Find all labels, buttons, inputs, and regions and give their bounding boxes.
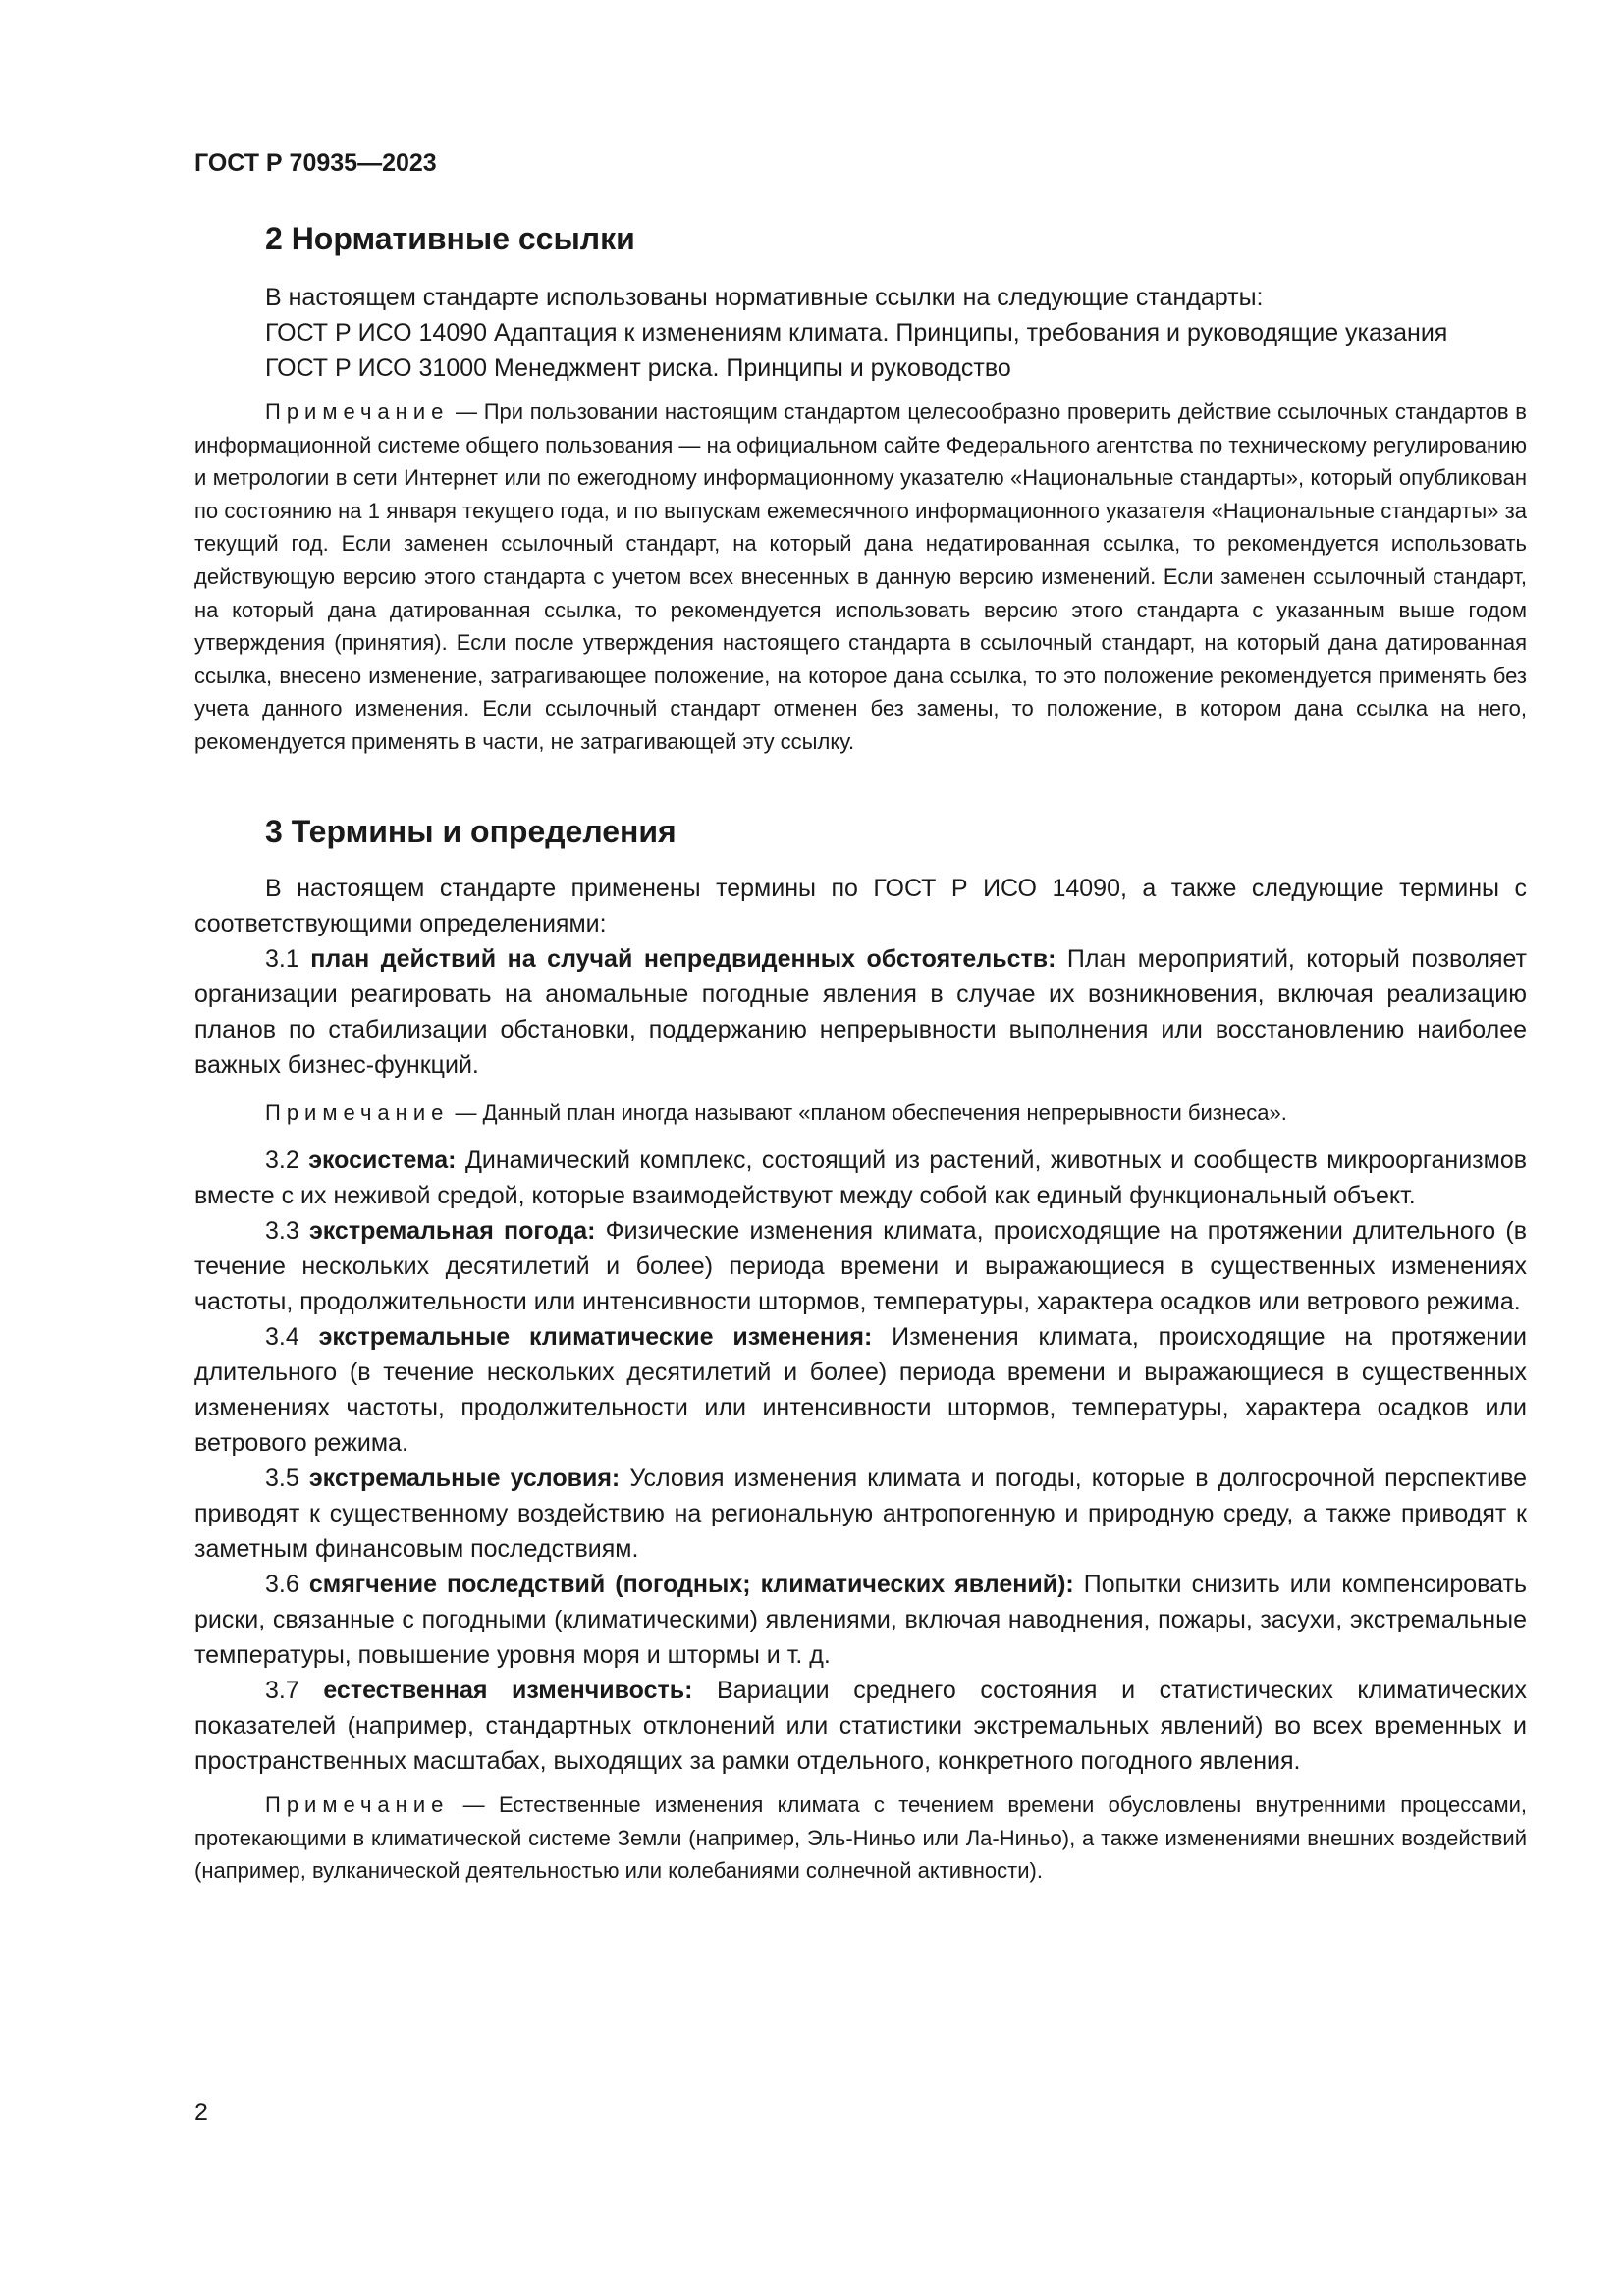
term-number: 3.3 [265, 1217, 309, 1246]
term-number: 3.6 [265, 1571, 309, 1599]
term-number: 3.4 [265, 1323, 319, 1352]
term-name: смягчение последствий (погодных; климатических явлений): [308, 1571, 1074, 1599]
term-entry-3-7 [194, 1673, 1527, 1779]
term-name: естественная изменчивость: [323, 1677, 693, 1705]
term-definition: Динамический комплекс, состоящий из растений, животных и сообществ микроорганизмов вместе с их неживой средой, которые взаимодействуют между собой как единый функциональный объект. [194, 1147, 1528, 1210]
term-number: 3.7 [265, 1677, 324, 1705]
section-2-title: 2 Нормативные ссылки [265, 221, 635, 256]
term-definition: Попытки снизить или компенсировать риски, связанные с погодными (климатическими) явлениями, включая наводнения, пожары, засухи, экстремальные температуры, повышение уровня моря и штормы и т. д. [194, 1571, 1528, 1670]
note-label: Примечание [265, 1099, 450, 1125]
term-name: план действий на случай непредвиденных обстоятельств: [310, 944, 1056, 973]
term-definition: Изменения климата, происходящие на протяжении длительного (в течение нескольких десятилетий и более) периода времени и выражающиеся в существенных изменениях частоты, продолжительности или интенсивности штормов, температуры, характера осадков или ветрового режима. [194, 1323, 1528, 1458]
note-text: — При пользовании настоящим стандартом целесообразно проверить действие ссылочных стандартов в информационной системе общего пользования — на официальном сайте Федерального агентства по техническому регулированию и метрологии в сети Интернет или по ежегодному информационному указателю «Национальные стандарты», который опубликован по состоянию на 1 января текущего года, и по выпускам ежемесячного информационного указателя «Национальные стандарты» за текущий год. Если заменен ссылочный стандарт, на который дана недатированная ссылка, то рекомендуется использовать действующую версию этого стандарта с учетом всех внесенных в данную версию изменений. Если заменен ссылочный стандарт, на который дана датированная ссылка, то рекомендуется использовать версию этого стандарта с указанным выше годом утверждения (принятия). Если после утверждения настоящего стандарта в ссылочный стандарт, на который дана датированная ссылка, внесено изменение, затрагивающее положение, на которое дана ссылка, то это положение рекомендуется применять без учета данного изменения. Если ссылочный стандарт отменен без замены, то положение, в котором дана ссылка на него, рекомендуется применять в части, не затрагивающей эту ссылку. [194, 400, 1527, 754]
term-definition: Вариации среднего состояния и статистических климатических показателей (например, стандартных отклонений или статистики экстремальных явлений) во всех временных и пространственных масштабах, выходящих за рамки отдельного, конкретного погодного явления. [194, 1677, 1527, 1776]
term-entry-3-5 [194, 1461, 1527, 1567]
term-entry-3-4 [194, 1319, 1527, 1461]
term-name: экстремальные климатические изменения: [318, 1323, 873, 1352]
term-entry-3-1 [194, 941, 1527, 1083]
term-name: экосистема: [308, 1147, 457, 1175]
section-3-intro: В настоящем стандарте применены термины по ГОСТ Р ИСО 14090, а также следующие термины с соответствующими определениями: [194, 874, 1527, 937]
page-content [194, 219, 1527, 1897]
note-text: — Данный план иногда называют «планом обеспечения непрерывности бизнеса». [449, 1099, 1287, 1125]
term-definition: Физические изменения климата, происходящие на протяжении длительного (в течение нескольких десятилетий и более) периода времени и выражающиеся в существенных изменениях частоты, продолжительности или интенсивности штормов, температуры, характера осадков или ветрового режима. [194, 1217, 1527, 1316]
term-number: 3.2 [265, 1147, 309, 1175]
term-definition: Условия изменения климата и погоды, которые в долгосрочной перспективе приводят к существенному воздействию на региональную антропогенную и природную среду, а также приводят к заметным финансовым последствиям. [194, 1465, 1527, 1564]
term-name: экстремальная погода: [308, 1217, 596, 1246]
note-label: Примечание [265, 400, 450, 424]
term-entry-3-6 [194, 1567, 1527, 1673]
section-2-intro: В настоящем стандарте использованы нормативные ссылки на следующие стандарты: [265, 284, 1264, 311]
section-3-title: 3 Термины и определения [265, 813, 677, 849]
term-3-1-note [194, 1096, 1527, 1130]
term-3-7-note [194, 1789, 1527, 1888]
term-name: экстремальные условия: [308, 1465, 621, 1493]
term-entry-3-3 [194, 1213, 1527, 1319]
term-number: 3.1 [265, 944, 311, 973]
document-id: ГОСТ Р 70935—2023 [194, 149, 437, 177]
page-number: 2 [194, 2099, 208, 2126]
normative-reference: ГОСТ Р ИСО 31000 Менеджмент риска. Принципы и руководство [265, 354, 1011, 382]
term-number: 3.5 [265, 1465, 309, 1493]
note-text: — Естественные изменения климата с течением времени обусловлены внутренними процессами, протекающими в климатической системе Земли (например, Эль-Ниньо или Ла-Ниньо), а также изменениями внешних воздействий (например, вулканической деятельностью или колебаниями солнечной активности). [194, 1792, 1527, 1884]
term-definition: План мероприятий, который позволяет организации реагировать на аномальные погодные явления в случае их возникновения, включая реализацию планов по стабилизации обстановки, поддержанию непрерывности выполнения или восстановлению наиболее важных бизнес-функций. [194, 944, 1527, 1079]
normative-reference: ГОСТ Р ИСО 14090 Адаптация к изменениям климата. Принципы, требования и руководящие указания [265, 319, 1448, 347]
note-label: Примечание [265, 1792, 450, 1818]
section-2-note [194, 396, 1527, 759]
term-entry-3-2 [194, 1143, 1527, 1213]
